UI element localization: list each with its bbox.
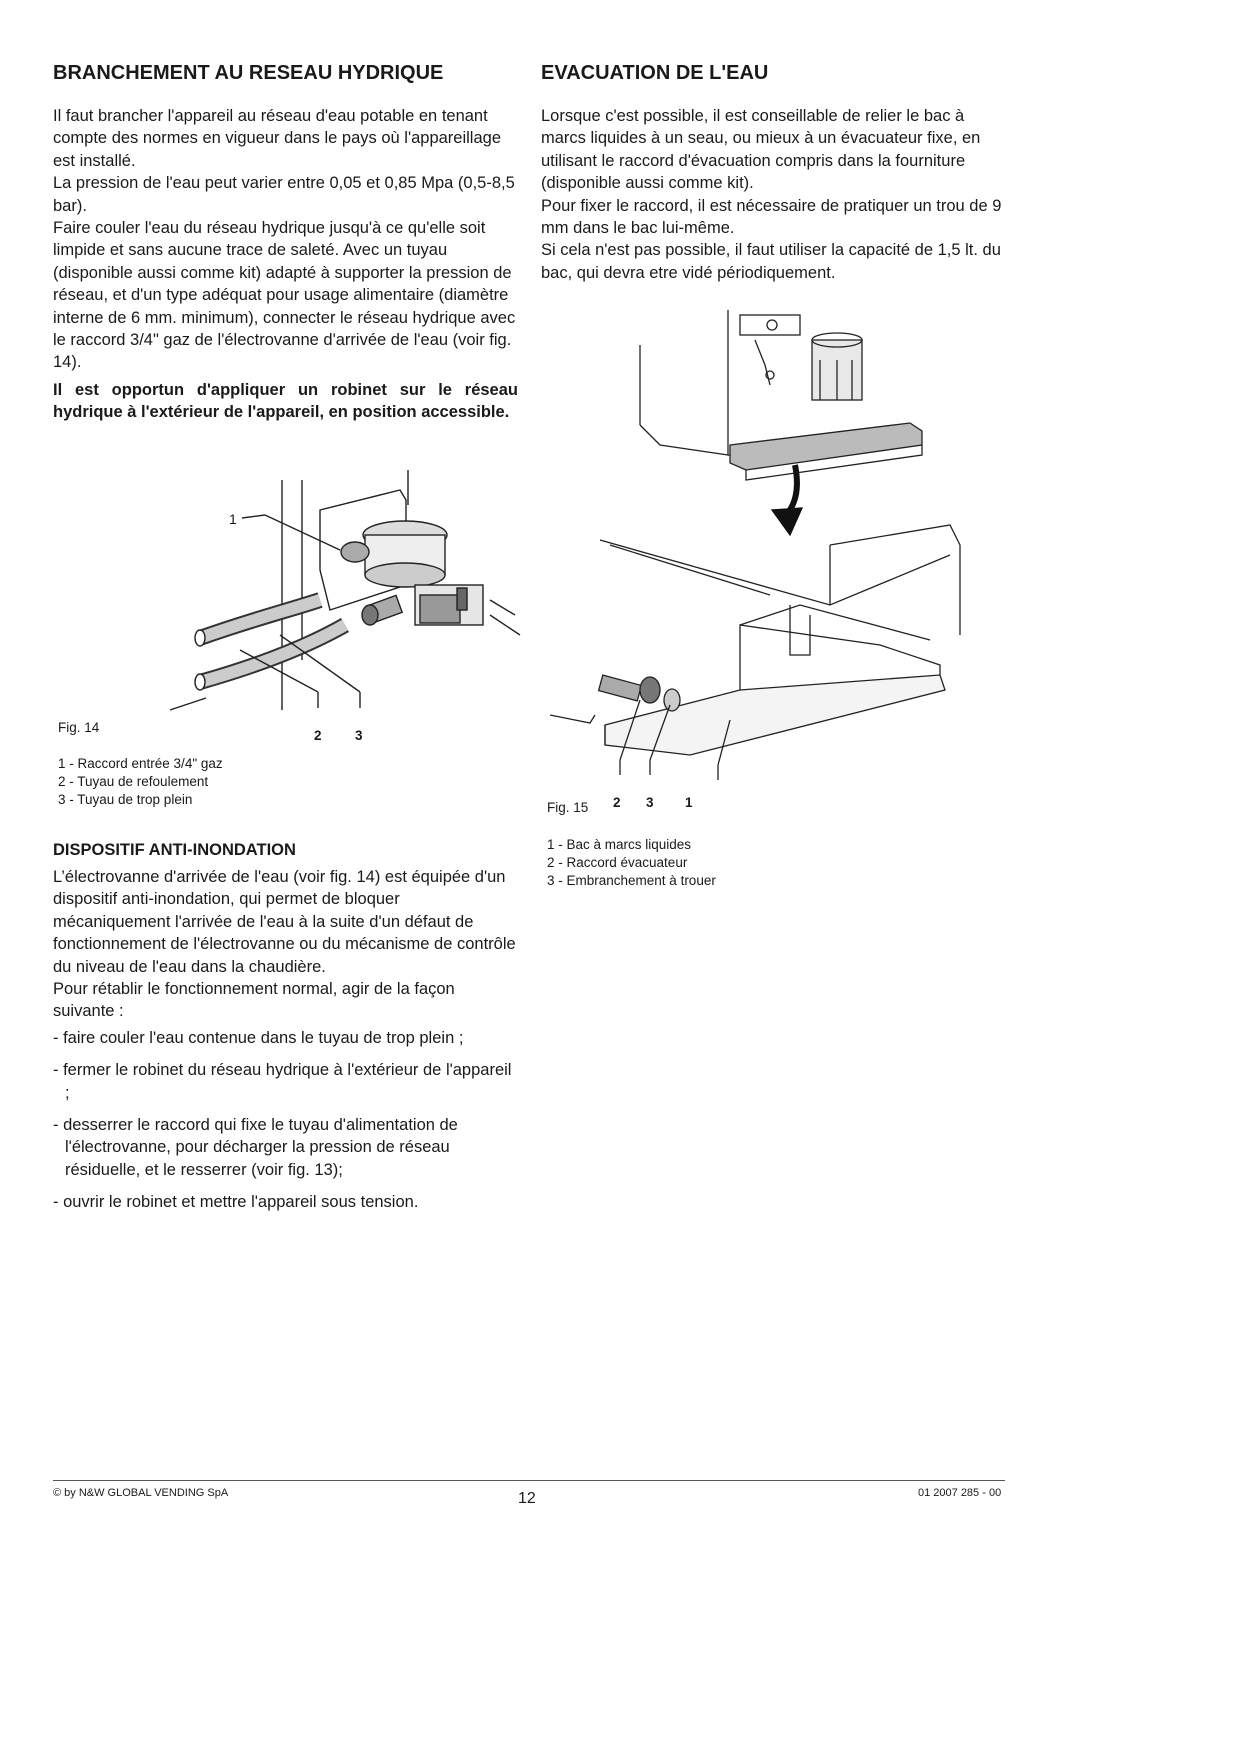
footer-rule (53, 1480, 1005, 1481)
legend-item: 1 - Raccord entrée 3/4" gaz (58, 756, 223, 771)
step-item: - faire couler l'eau contenue dans le tuyau de trop plein ; (53, 1028, 464, 1047)
fig15-callout-1: 1 (685, 795, 693, 810)
fig15-callout-2: 2 (613, 795, 621, 810)
fig14-callout-3: 3 (355, 728, 363, 743)
step-item: - desserrer le raccord qui fixe le tuyau d'alimentation de l'électrovanne, pour décharger la pression de réseau résiduelle, et le resserrer (voir fig. 13); (53, 1116, 458, 1179)
section-title-evacuation: EVACUATION DE L'EAU (541, 62, 769, 84)
legend-item: 3 - Embranchement à trouer (547, 873, 716, 888)
anti-inondation-section (53, 841, 518, 1214)
right-column (541, 62, 1006, 284)
paragraph: Lorsque c'est possible, il est conseillable de relier le bac à marcs liquides à un seau, ou mieux à un évacuateur fixe, en utilisant le raccord d'évacuation compris dans la fourniture (disponible aussi comme kit). (541, 107, 981, 193)
legend-item: 2 - Raccord évacuateur (547, 855, 688, 870)
footer-copyright: © by N&W GLOBAL VENDING SpA (53, 1487, 229, 1499)
legend-item: 2 - Tuyau de refoulement (58, 774, 209, 789)
fig15-caption: Fig. 15 (547, 800, 589, 815)
fig15-callout-3: 3 (646, 795, 654, 810)
fig15-legend (547, 836, 716, 890)
fig14-callout-1: 1 (229, 511, 237, 527)
legend-item: 1 - Bac à marcs liquides (547, 837, 692, 852)
fig14-caption: Fig. 14 (58, 720, 100, 735)
step-item: - fermer le robinet du réseau hydrique à l'extérieur de l'appareil ; (53, 1061, 512, 1102)
paragraph: Il faut brancher l'appareil au réseau d'eau potable en tenant compte des normes en vigueur dans le pays où l'appareillage est installé. (53, 107, 502, 170)
left-column (53, 62, 518, 424)
paragraph: Pour fixer le raccord, il est nécessaire de pratiquer un trou de 9 mm dans le bac lui-même. (541, 196, 1002, 238)
fig14-illustration (170, 460, 530, 730)
paragraph: Si cela n'est pas possible, il faut utiliser la capacité de 1,5 lt. du bac, qui devra etre vidé périodiquement. (541, 241, 1001, 282)
paragraph: La pression de l'eau peut varier entre 0,05 et 0,85 Mpa (0,5-8,5 bar). (53, 174, 515, 215)
legend-item: 3 - Tuyau de trop plein (58, 792, 193, 807)
subsection-title: DISPOSITIF ANTI-INONDATION (53, 841, 296, 859)
step-item: - ouvrir le robinet et mettre l'appareil sous tension. (53, 1193, 419, 1212)
page-number: 12 (518, 1490, 536, 1507)
fig15-illustration (550, 305, 990, 795)
warning-note: Il est opportun d'appliquer un robinet sur le réseau hydrique à l'extérieur de l'appareil, en position accessible. (53, 380, 518, 422)
paragraph: Pour rétablir le fonctionnement normal, agir de la façon suivante : (53, 980, 455, 1021)
paragraph: Faire couler l'eau du réseau hydrique jusqu'à ce qu'elle soit limpide et sans aucune trace de saleté. Avec un tuyau (disponible aussi comme kit) adapté à supporter la pression de réseau, et d'un type adéquat pour usage alimentaire (diamètre interne de 6 mm. minimum), connecter le réseau hydrique avec le raccord 3/4" gaz de l'électrovanne d'arrivée de l'eau (voir fig. 14). (53, 219, 516, 372)
fig14-callout-2: 2 (314, 728, 322, 743)
paragraph: L’électrovanne d'arrivée de l'eau (voir fig. 14) est équipée d'un dispositif anti-inondation, qui permet de bloquer mécaniquement l'arrivée de l'eau à la suite d'un défaut de fonctionnement de l'électrovanne ou du mécanisme de contrôle du niveau de l'eau dans la chaudière. (53, 868, 516, 976)
fig14-legend (58, 755, 223, 809)
footer-doc-code: 01 2007 285 - 00 (918, 1487, 1002, 1499)
section-title-branchement: BRANCHEMENT AU RESEAU HYDRIQUE (53, 62, 444, 84)
